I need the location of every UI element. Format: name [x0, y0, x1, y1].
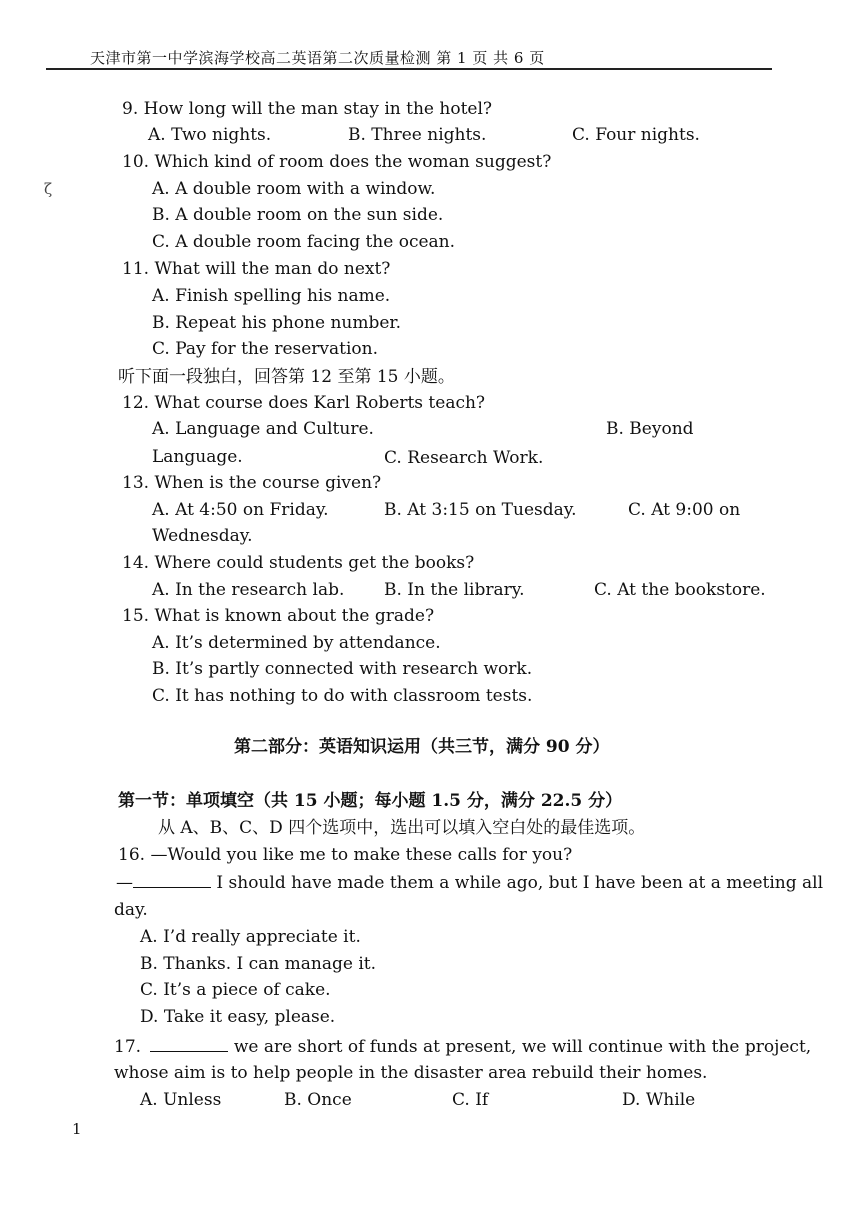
q15-stem: 15. What is known about the grade?	[122, 606, 435, 626]
q10-option-c: C. A double room facing the ocean.	[152, 232, 456, 252]
q11-stem: 11. What will the man do next?	[122, 259, 391, 279]
q17-stem-text: we are short of funds at present, we will continue with the project,	[233, 1037, 812, 1057]
q17-option-b: B. Once	[284, 1090, 352, 1110]
q17-stem-continued: whose aim is to help people in the disaster area rebuild their homes.	[114, 1063, 708, 1083]
q17-option-d: D. While	[622, 1090, 696, 1110]
q16-answer-blank	[133, 873, 211, 888]
q17-stem-line	[114, 1036, 811, 1058]
q16-option-a: A. I’d really appreciate it.	[140, 927, 361, 947]
section1-title: 第一节：单项填空（共 15 小题；每小题 1.5 分，满分 22.5 分）	[118, 791, 623, 811]
q17-option-a: A. Unless	[140, 1090, 222, 1110]
q17-answer-blank	[150, 1037, 228, 1052]
q16-option-c: C. It’s a piece of cake.	[140, 980, 331, 1000]
q12-option-b-continued: Language.	[152, 447, 243, 467]
q9-stem: 9. How long will the man stay in the hotel?	[122, 99, 493, 119]
q9-option-a: A. Two nights.	[148, 125, 272, 145]
q12-stem: 12. What course does Karl Roberts teach?	[122, 393, 486, 413]
q12-option-c: C. Research Work.	[384, 448, 544, 468]
q15-option-b: B. It’s partly connected with research work.	[152, 659, 533, 679]
page-header: 天津市第一中学滨海学校高二英语第二次质量检测 第 1 页 共 6 页	[90, 49, 545, 67]
q17-number: 17.	[114, 1037, 142, 1057]
q9-option-c: C. Four nights.	[572, 125, 700, 145]
q14-option-a: A. In the research lab.	[152, 580, 345, 600]
header-rule	[46, 68, 772, 70]
q11-option-b: B. Repeat his phone number.	[152, 313, 402, 333]
q13-option-c-continued: Wednesday.	[152, 526, 253, 546]
q9-option-b: B. Three nights.	[348, 125, 487, 145]
q16-stem: 16. —Would you like me to make these calls for you?	[118, 845, 573, 865]
page-number: 1	[72, 1120, 82, 1138]
q12-option-a: A. Language and Culture.	[152, 419, 374, 439]
q16-reply-continued: day.	[114, 900, 148, 920]
margin-mark: ζ	[44, 180, 53, 198]
part2-title: 第二部分：英语知识运用（共三节，满分 90 分）	[234, 737, 610, 757]
q16-option-b: B. Thanks. I can manage it.	[140, 954, 376, 974]
section1-instruction: 从 A、B、C、D 四个选项中，选出可以填入空白处的最佳选项。	[158, 818, 646, 838]
q13-option-c: C. At 9:00 on	[628, 500, 741, 520]
q16-reply-line	[116, 872, 823, 894]
q15-option-c: C. It has nothing to do with classroom tests.	[152, 686, 533, 706]
q17-option-c: C. If	[452, 1090, 489, 1110]
q14-option-b: B. In the library.	[384, 580, 525, 600]
q13-option-b: B. At 3:15 on Tuesday.	[384, 500, 577, 520]
q11-option-c: C. Pay for the reservation.	[152, 339, 379, 359]
q10-option-b: B. A double room on the sun side.	[152, 205, 444, 225]
q16-reply-dash: —	[116, 873, 133, 893]
q13-stem: 13. When is the course given?	[122, 473, 382, 493]
q14-stem: 14. Where could students get the books?	[122, 553, 475, 573]
q15-option-a: A. It’s determined by attendance.	[152, 633, 441, 653]
q14-option-c: C. At the bookstore.	[594, 580, 766, 600]
q16-option-d: D. Take it easy, please.	[140, 1007, 336, 1027]
monologue-instruction: 听下面一段独白，回答第 12 至第 15 小题。	[118, 367, 455, 387]
q10-option-a: A. A double room with a window.	[152, 179, 436, 199]
q10-stem: 10. Which kind of room does the woman suggest?	[122, 152, 552, 172]
q11-option-a: A. Finish spelling his name.	[152, 286, 391, 306]
q16-reply-text: I should have made them a while ago, but I have been at a meeting all	[216, 873, 824, 893]
q12-option-b: B. Beyond	[606, 419, 694, 439]
q13-option-a: A. At 4:50 on Friday.	[152, 500, 329, 520]
